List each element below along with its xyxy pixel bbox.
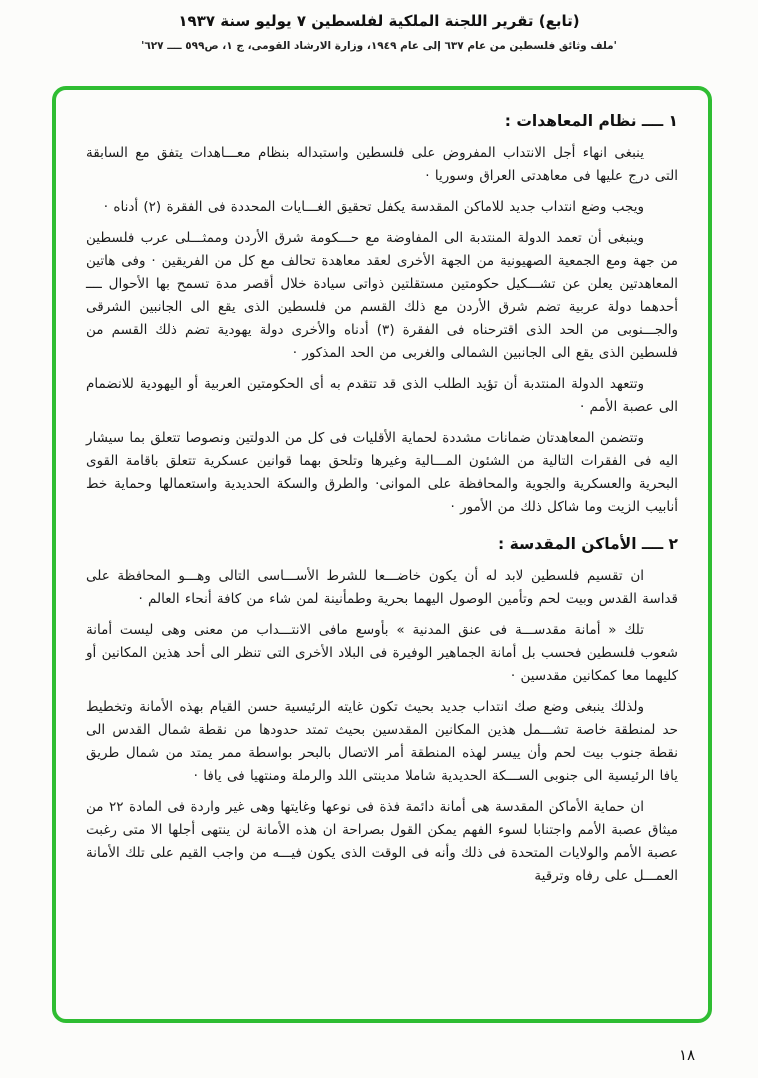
section-2-heading: ٢ ــــ الأماكن المقدسة : — [498, 535, 678, 553]
paragraph: ويجب وضع انتداب جديد للاماكن المقدسة يكفل تحقيق الغـــايات المحددة فى الفقرة (٢) أدناه · — [103, 199, 644, 215]
paragraph: وتتضمن المعاهدتان ضمانات مشددة لحماية الأقليات فى كل من الدولتين ونصوصا تتعلق بما سيشار اليه فى الفقرات التالية من الشئون المـــالية وغيرها وتلحق بهما قوانين عسكرية تتعلق باقامة القوى البحرية والعسكرية والجوية والمحافظة على الموانى· والطرق والسكة الحديدية واستعمالها وحماية خط أنابيب الزيت وما شاكل ذلك من الأمور · — [86, 430, 678, 515]
paragraph: وينبغى أن تعمد الدولة المنتدبة الى المفاوضة مع حـــكومة شرق الأردن وممثـــلى عرب فلسطين من جهة ومع الجمعية الصهيونية من الجهة الأخرى لعقد معاهدة تحالف مع كل من الفريقين · وفى هاتين المعاهدتين يعلن عن تشـــكيل حكومتين مستقلتين ذواتى سيادة خلال أقصر مدة تسمح بها الأحوال ــــ أحدهما دولة عربية تضم شرق الأردن مع ذلك القسم من فلسطين الذى يقع الى الجانبين الشرقى والجـــنوبى من الحد الذى اقترحناه فى الفقرة (٣) أدناه والأخرى دولة يهودية تضم ذلك القسم من فلسطين الذى يقع الى الجانبين الشمالى والغربى من الحد المذكور · — [86, 230, 678, 361]
paragraph: ينبغى انهاء أجل الانتداب المفروض على فلسطين واستبداله بنظام معـــاهدات يتفق مع السابقة التى درج عليها فى معاهدتى العراق وسوريا · — [86, 145, 678, 184]
paragraph: تلك « أمانة مقدســـة فى عنق المدنية » بأوسع مافى الانتـــداب من معنى وهى ليست أمانة شعوب فلسطين فحسب بل أمانة الجماهير الوفيرة فى البلاد الأخرى التى تنظر الى أحد هذين المكانين أو كليهما معا كمكانين مقدسين · — [86, 622, 678, 684]
section-1-heading: ١ ــــ نظام المعاهدات : — [504, 112, 678, 130]
page-number: ١٨ — [678, 1046, 696, 1064]
paragraph: ان تقسيم فلسطين لابد له أن يكون خاضـــعا للشرط الأســـاسى التالى وهـــو المحافظة على قداسة القدس وبيت لحم وتأمين الوصول اليهما بحرية وطمأنينة لمن شاء من كافة أنحاء العالم · — [86, 568, 678, 607]
document-title: (تابع) تقرير اللجنة الملكية لفلسطين ٧ يوليو سنة ١٩٣٧ — [178, 12, 580, 30]
paragraph: ان حماية الأماكن المقدسة هى أمانة دائمة فذة فى نوعها وغايتها وهى غير واردة فى المادة ٢٢ من ميثاق عصبة الأمم واجتنابا لسوء الفهم يمكن القول بصراحة ان هذه الأمانة لن ينتهى أجلها الا متى رغبت عصبة الأمم والولايات المتحدة فى ذلك وأنه فى الوقت الذى يكون فيـــه من واجب القيم على تلك الأمانة العمـــل على رفاه وترقية — [86, 799, 678, 884]
content-border-box — [52, 86, 712, 1023]
document-header — [0, 0, 758, 52]
paragraph: وتتعهد الدولة المنتدبة أن تؤيد الطلب الذى قد تتقدم به أى الحكومتين العربية أو اليهودية للانضمام الى عصبة الأمم · — [86, 376, 678, 415]
paragraph: ولذلك ينبغى وضع صك انتداب جديد بحيث تكون غايته الرئيسية حسن القيام بهذه الأمانة وتخطيط حد لمنطقة خاصة تشـــمل هذين المكانين المقدسين بحيث تمتد حدودها من نقطة شمال القدس الى نقطة جنوب بيت لحم وأن ييسر لهذه المنطقة أمر الاتصال بالبحر بواسطة ممر يمتد من شمال طريق يافا الرئيسية الى جنوبى الســـكة الحديدية شاملا مدينتى اللد والرملة ومنتهيا فى يافا · — [86, 699, 678, 784]
document-source-line: 'ملف وثائق فلسطين من عام ٦٣٧ إلى عام ١٩٤٩، وزارة الارشاد القومى، ج ١، ص٥٩٩ ــــ ٦٢٧' — [141, 40, 617, 52]
